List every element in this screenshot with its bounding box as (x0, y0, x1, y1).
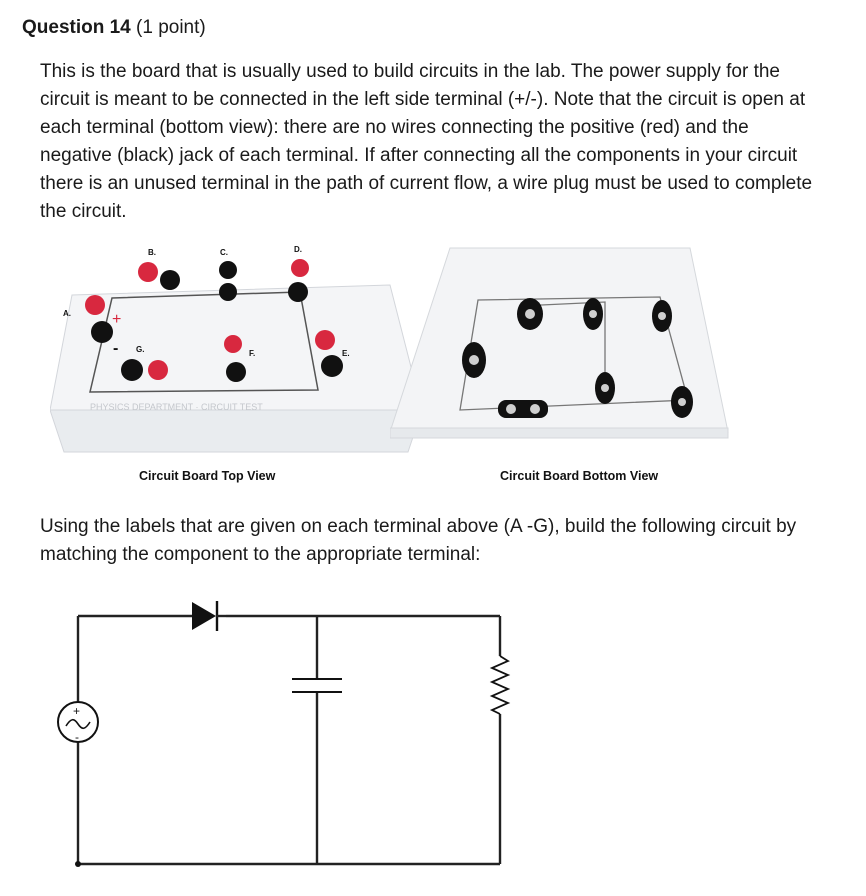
board-watermark: PHYSICS DEPARTMENT · CIRCUIT TEST (90, 402, 263, 412)
label-A: A. (63, 309, 71, 318)
plus-sign: + (112, 311, 122, 328)
top-view-caption: Circuit Board Top View (139, 469, 276, 483)
terminal-B (138, 262, 180, 290)
source-plus-sign: + (73, 704, 81, 718)
minus-sign: - (113, 340, 119, 357)
label-E: E. (342, 349, 350, 358)
instruction-paragraph: Using the labels that are given on each terminal above (A -G), build the following circuit by matching the component to the appropriate terminal: (40, 516, 797, 565)
ac-source-symbol (58, 702, 98, 744)
terminal-C (219, 261, 237, 301)
board-edge (50, 410, 422, 452)
label-B: B. (148, 248, 156, 257)
diode-symbol (192, 601, 226, 631)
circuit-schematic (40, 596, 520, 886)
source-minus-sign: - (75, 730, 79, 744)
terminal-D (288, 259, 309, 302)
question-points: (1 point) (136, 17, 206, 38)
circuit-board-top-view-image (50, 240, 430, 460)
circuit-board-bottom-view-image (390, 242, 730, 442)
label-D: D. (294, 245, 302, 254)
capacitor-symbol (292, 679, 342, 692)
label-C: C. (220, 248, 228, 257)
label-G: G. (136, 345, 145, 354)
label-F: F. (249, 349, 256, 358)
bottom-view-caption: Circuit Board Bottom View (500, 469, 659, 483)
question-heading (22, 17, 206, 39)
junction-dot (75, 861, 81, 867)
schematic-wires (78, 616, 500, 864)
resistor-symbol (492, 656, 508, 714)
intro-paragraph: This is the board that is usually used to build circuits in the lab. The power supply for the circuit is meant to be connected in the left side terminal (+/-). Note that the circuit is open at each terminal (bottom view): there are no wires connecting the positive (red) and the negative (black) jack of each terminal. If after connecting all the components in your circuit there is an unused terminal in the path of current flow, a wire plug must be used to complete the circuit. (40, 61, 813, 222)
question-number: Question 14 (22, 17, 131, 38)
